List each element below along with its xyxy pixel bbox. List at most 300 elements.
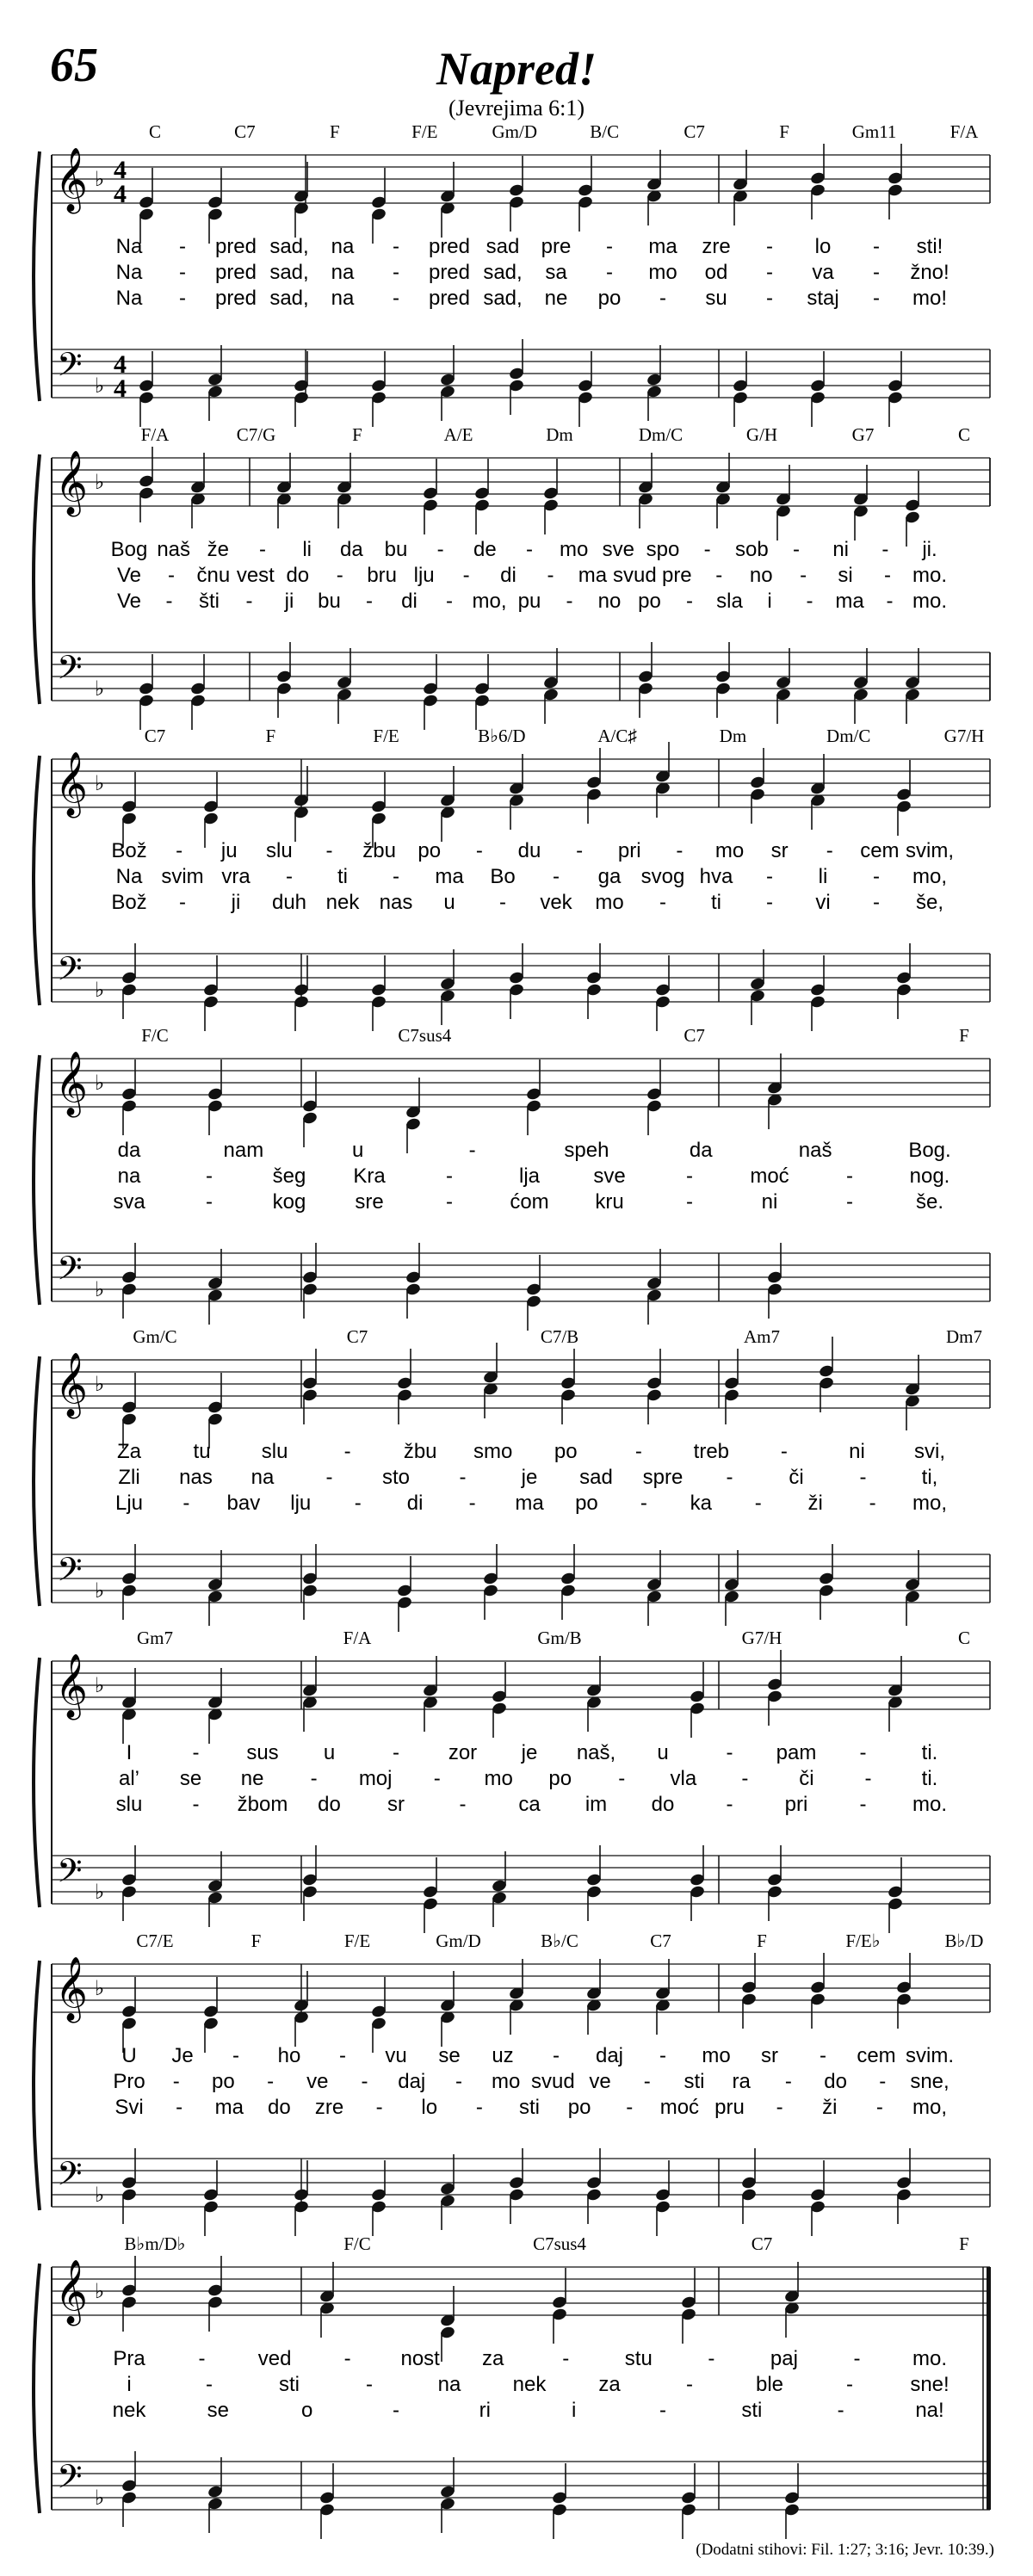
lyric-syllable: - <box>659 891 666 914</box>
lyric-syllable: šti <box>199 590 220 613</box>
lyric-syllable: u <box>443 891 455 914</box>
bass-clef-icon: 𝄢 <box>57 345 83 392</box>
lyric-syllable: mo <box>491 2070 521 2093</box>
lyric-syllable: - <box>837 2399 844 2422</box>
system-brace <box>34 1658 40 1907</box>
scripture-reference: (Jevrejima 6:1) <box>448 96 585 120</box>
lyric-syllable: - <box>547 564 554 587</box>
lyric-syllable: Na <box>115 865 143 888</box>
chord-symbol: Gm7 <box>137 1628 173 1648</box>
lyric-syllable: Bog <box>110 538 148 561</box>
flat-key-icon: ♭ <box>95 2486 105 2510</box>
chord-symbol: C7sus4 <box>398 1025 452 1046</box>
music-system-8 <box>34 2233 991 2539</box>
lyric-syllable: slu <box>115 1793 143 1816</box>
lyric-syllable: - <box>393 2399 399 2422</box>
lyric-syllable: ne <box>240 1767 264 1790</box>
lyric-syllable: - <box>864 1767 872 1790</box>
lyric-syllable: zre <box>314 2096 344 2119</box>
lyric-syllable: pru <box>714 2096 745 2119</box>
lyric-syllable: Pra <box>113 2347 145 2370</box>
treble-staff <box>52 1059 990 1107</box>
lyric-syllable: al’ <box>118 1767 140 1790</box>
lyric-syllable: - <box>766 261 773 284</box>
lyric-syllable: lo <box>421 2096 438 2119</box>
lyric-syllable: Bož <box>111 839 147 862</box>
lyric-syllable: - <box>859 1466 867 1489</box>
lyric-syllable: po <box>597 287 622 310</box>
lyric-syllable: su <box>705 287 727 310</box>
lyric-syllable: ved <box>257 2347 292 2370</box>
lyric-syllable: - <box>562 2347 570 2370</box>
lyric-syllable: - <box>206 1164 213 1188</box>
bass-staff <box>52 2462 990 2510</box>
lyric-syllable: že <box>207 538 230 561</box>
lyric-syllable: nog. <box>909 1164 950 1188</box>
lyric-syllable: ve <box>306 2070 329 2093</box>
chord-symbol: Gm/D <box>436 1930 481 1951</box>
lyric-syllable: nas <box>179 1466 213 1489</box>
chord-symbol: F/C <box>343 2233 371 2254</box>
lyric-syllable: - <box>659 287 666 310</box>
lyric-syllable: mo, <box>472 590 507 613</box>
lyric-syllable: ri <box>479 2399 491 2422</box>
chord-symbol: F/E <box>343 1930 371 1951</box>
lyric-syllable: pred <box>428 261 471 284</box>
lyric-syllable: nost <box>400 2347 440 2370</box>
chord-symbol: F <box>959 1025 969 1046</box>
lyric-syllable: - <box>634 1440 642 1463</box>
lyric-syllable: do <box>824 2070 847 2093</box>
lyric-syllable: od <box>704 261 728 284</box>
lyric-syllable: se <box>438 2044 461 2067</box>
lyric-syllable: di <box>401 590 418 613</box>
lyric-syllable: sus <box>246 1741 279 1764</box>
lyric-syllable: - <box>446 590 453 613</box>
lyric-syllable: sne, <box>910 2070 949 2093</box>
lyric-syllable: pred <box>428 235 471 258</box>
lyric-syllable: či <box>789 1466 804 1489</box>
lyric-syllable: - <box>776 2096 783 2119</box>
lyric-syllable: po <box>554 1440 578 1463</box>
lyric-syllable: vek <box>540 891 572 914</box>
lyric-syllable: na <box>331 287 355 310</box>
lyric-syllable: bu <box>384 538 408 561</box>
lyric-syllable: na <box>331 235 355 258</box>
lyric-syllable: - <box>176 839 183 862</box>
lyric-syllable: - <box>754 1492 762 1515</box>
flat-key-icon: ♭ <box>95 1372 105 1396</box>
lyric-syllable: svud <box>613 564 657 587</box>
lyric-syllable: ho <box>277 2044 301 2067</box>
lyric-syllable: duh <box>271 891 307 914</box>
lyric-syllable: mo <box>595 891 624 914</box>
lyric-syllable: ti. <box>921 1767 938 1790</box>
lyric-syllable: za <box>482 2347 504 2370</box>
lyric-syllable: nek <box>512 2373 547 2396</box>
lyric-syllable: - <box>475 2096 483 2119</box>
lyric-syllable: - <box>726 1741 733 1764</box>
lyric-syllable: - <box>826 839 833 862</box>
lyric-syllable: sti <box>741 2399 763 2422</box>
lyric-syllable: - <box>267 2070 275 2093</box>
lyric-syllable: - <box>325 839 333 862</box>
chord-symbol: Gm/B <box>537 1628 582 1648</box>
lyric-syllable: po <box>567 2096 591 2119</box>
lyric-syllable: ni <box>832 538 850 561</box>
lyric-syllable: - <box>232 2044 239 2067</box>
system-brace <box>34 454 40 704</box>
lyric-syllable: ma <box>835 590 864 613</box>
chord-symbol: G7 <box>851 424 875 445</box>
lyric-syllable: - <box>686 1190 693 1214</box>
lyric-syllable: - <box>618 1767 626 1790</box>
flat-key-icon: ♭ <box>95 978 105 1002</box>
chord-symbol: A/C♯ <box>597 726 637 746</box>
time-signature-top: 4 <box>114 156 127 184</box>
lyric-syllable: - <box>806 590 813 613</box>
lyric-syllable: sto <box>381 1466 411 1489</box>
lyric-syllable: čnu <box>196 564 231 587</box>
lyric-syllable: ti. <box>921 1741 938 1764</box>
lyric-syllable: - <box>393 261 399 284</box>
lyric-syllable: sad, <box>483 261 523 284</box>
lyric-syllable: speh <box>564 1139 609 1162</box>
flat-key-icon: ♭ <box>95 1976 105 2000</box>
lyric-syllable: pred <box>214 287 257 310</box>
treble-staff <box>52 155 990 203</box>
lyric-syllable: u <box>352 1139 364 1162</box>
lyric-syllable: sti <box>684 2070 705 2093</box>
lyric-syllable: po <box>575 1492 598 1515</box>
lyric-syllable: ni <box>761 1190 778 1214</box>
lyric-syllable: da <box>339 538 363 561</box>
lyric-syllable: da <box>689 1139 713 1162</box>
lyric-syllable: - <box>784 2070 792 2093</box>
lyric-syllable: ti <box>337 865 348 888</box>
treble-clef-icon: 𝄞 <box>55 1654 88 1718</box>
lyric-syllable: - <box>336 564 343 587</box>
lyric-syllable: na! <box>915 2399 944 2422</box>
lyric-syllable: vi <box>815 891 831 914</box>
lyric-syllable: smo <box>473 1440 513 1463</box>
lyric-syllable: - <box>393 1741 399 1764</box>
lyric-syllable: va <box>812 261 834 284</box>
lyric-syllable: spo <box>646 538 680 561</box>
hymn-title: Napred! <box>436 43 597 95</box>
lyric-syllable: - <box>873 865 880 888</box>
flat-key-icon: ♭ <box>95 676 105 701</box>
lyric-syllable: še, <box>915 891 944 914</box>
chord-symbol: G7/H <box>741 1628 782 1648</box>
lyric-syllable: sva <box>113 1190 145 1214</box>
lyric-syllable: po <box>418 839 442 862</box>
system-brace <box>34 1356 40 1606</box>
lyric-syllable: du <box>517 839 541 862</box>
lyric-syllable: nek <box>112 2399 146 2422</box>
lyric-syllable: - <box>179 261 186 284</box>
music-system-3 <box>34 726 990 1031</box>
lyric-syllable: žbu <box>403 1440 437 1463</box>
lyric-syllable: li <box>818 865 828 888</box>
treble-staff <box>52 2267 990 2315</box>
lyric-syllable: - <box>176 2096 183 2119</box>
lyric-syllable: i <box>127 2373 132 2396</box>
chord-symbol: Dm/C <box>826 726 871 746</box>
lyric-syllable: na <box>117 1164 141 1188</box>
lyric-syllable: Lju <box>114 1492 144 1515</box>
music-system-7 <box>34 1930 990 2236</box>
lyric-syllable: - <box>659 2399 666 2422</box>
lyric-syllable: Zli <box>118 1466 140 1489</box>
lyric-syllable: pri <box>617 839 641 862</box>
chord-symbol: B♭6/D <box>478 726 526 746</box>
lyric-syllable: žbom <box>237 1793 288 1816</box>
lyric-syllable: mo <box>484 1767 513 1790</box>
lyric-syllable: vest <box>236 564 275 587</box>
lyric-syllable: I <box>126 1741 133 1764</box>
lyric-syllable: lja <box>518 1164 541 1188</box>
lyric-syllable: Svi <box>114 2096 144 2119</box>
lyric-syllable: - <box>499 891 506 914</box>
music-system-4 <box>34 1025 990 1331</box>
time-signature-bottom: 4 <box>114 180 127 208</box>
lyric-syllable: cem <box>857 2044 896 2067</box>
lyric-syllable: - <box>708 2347 715 2370</box>
lyric-syllable: daj <box>398 2070 426 2093</box>
system-brace <box>34 2264 40 2513</box>
chord-symbol: C7/B <box>540 1326 579 1347</box>
lyric-syllable: do <box>651 1793 675 1816</box>
lyric-syllable: - <box>553 2044 560 2067</box>
chord-symbol: Gm/C <box>133 1326 177 1347</box>
chord-symbol: Gm11 <box>851 121 897 142</box>
lyric-syllable: za <box>598 2373 621 2396</box>
lyric-syllable: U <box>121 2044 137 2067</box>
lyric-syllable: - <box>361 2070 368 2093</box>
lyric-syllable: - <box>179 891 186 914</box>
lyric-syllable: mo! <box>912 287 948 310</box>
lyric-syllable: do <box>286 564 310 587</box>
lyric-syllable: treb <box>693 1440 730 1463</box>
lyric-syllable: moj <box>358 1767 393 1790</box>
lyric-syllable: mo, <box>912 1492 948 1515</box>
lyric-syllable: mo. <box>912 1793 948 1816</box>
chord-symbol: C7 <box>234 121 256 142</box>
lyric-syllable: ji <box>231 891 241 914</box>
lyric-syllable: - <box>526 538 533 561</box>
lyric-syllable: sob <box>734 538 769 561</box>
lyric-syllable: - <box>726 1793 733 1816</box>
lyric-syllable: - <box>366 2373 373 2396</box>
lyric-syllable: sve <box>602 538 635 561</box>
chord-symbol: B♭/D <box>944 1930 984 1951</box>
lyric-syllable: pri <box>784 1793 808 1816</box>
bass-staff <box>52 1554 990 1603</box>
lyric-syllable: - <box>884 564 892 587</box>
system-brace <box>34 1961 40 2210</box>
lyric-syllable: Pro <box>113 2070 145 2093</box>
lyric-syllable: staj <box>807 287 839 310</box>
lyric-syllable: sad <box>486 235 520 258</box>
treble-clef-icon: 𝄞 <box>55 752 88 816</box>
lyric-syllable: se <box>179 1767 202 1790</box>
chord-symbol: F <box>251 1930 262 1951</box>
music-system-5 <box>34 1326 990 1632</box>
chord-symbol: C7 <box>684 1025 705 1046</box>
lyric-syllable: ra <box>732 2070 751 2093</box>
chord-symbol: F/A <box>140 424 170 445</box>
lyric-syllable: moć <box>750 1164 789 1188</box>
lyric-syllable: lju <box>290 1492 312 1515</box>
lyric-syllable: moć <box>659 2096 700 2119</box>
lyric-syllable: či <box>799 1767 814 1790</box>
lyric-syllable: sa <box>545 261 567 284</box>
lyric-syllable: sre <box>355 1190 384 1214</box>
lyric-syllable: ne <box>544 287 568 310</box>
lyric-syllable: - <box>553 865 560 888</box>
lyric-syllable: - <box>198 2347 206 2370</box>
lyric-syllable: - <box>715 564 723 587</box>
lyric-syllable: im <box>585 1793 608 1816</box>
lyric-syllable: - <box>446 1190 453 1214</box>
lyric-syllable: bav <box>226 1492 261 1515</box>
chord-symbol: C7/G <box>236 424 276 445</box>
lyric-syllable: bu <box>318 590 341 613</box>
chord-symbol: Dm7 <box>946 1326 982 1347</box>
lyric-syllable: - <box>576 839 584 862</box>
lyric-syllable: ži <box>822 2096 838 2119</box>
final-bar-thick <box>987 2267 991 2510</box>
lyric-syllable: ga <box>597 865 622 888</box>
lyric-syllable: do <box>268 2096 291 2119</box>
chord-symbol: Dm/C <box>638 424 684 445</box>
lyric-syllable: sad, <box>269 287 309 310</box>
lyric-syllable: sr <box>387 1793 405 1816</box>
chord-symbol: F <box>330 121 340 142</box>
lyric-syllable: - <box>846 1190 853 1214</box>
bass-staff <box>52 1856 990 1904</box>
lyric-syllable: u <box>323 1741 336 1764</box>
lyric-syllable: pre <box>661 564 692 587</box>
lyric-syllable: mo, <box>912 2096 948 2119</box>
flat-key-icon: ♭ <box>95 1673 105 1697</box>
lyric-syllable: se <box>207 2399 230 2422</box>
lyric-syllable: ćom <box>510 1190 549 1214</box>
lyric-syllable: - <box>766 287 773 310</box>
chord-symbol: Gm/D <box>492 121 538 142</box>
lyric-syllable: paj <box>770 2347 798 2370</box>
lyric-syllable: Na <box>115 287 143 310</box>
lyric-syllable: hva <box>699 865 733 888</box>
bass-clef-icon: 𝄢 <box>57 2457 83 2504</box>
lyric-syllable: ve <box>589 2070 611 2093</box>
flat-key-icon: ♭ <box>95 1578 105 1603</box>
lyric-syllable: Bož <box>111 891 147 914</box>
lyric-syllable: sad, <box>483 287 523 310</box>
lyric-syllable: - <box>192 1793 200 1816</box>
lyric-syllable: - <box>879 2070 887 2093</box>
lyric-syllable: Bog. <box>908 1139 951 1162</box>
chord-symbol: Am7 <box>744 1326 780 1347</box>
lyric-syllable: nek <box>325 891 360 914</box>
bass-clef-icon: 𝄢 <box>57 949 83 996</box>
flat-key-icon: ♭ <box>95 1071 105 1095</box>
flat-key-icon: ♭ <box>95 1880 105 1904</box>
chord-symbol: F <box>757 1930 767 1951</box>
lyric-syllable: pu <box>517 590 541 613</box>
lyric-syllable: naš <box>798 1139 832 1162</box>
lyric-syllable: Bo <box>490 865 516 888</box>
lyric-syllable: kog <box>272 1190 306 1214</box>
lyric-syllable: li <box>302 538 312 561</box>
lyric-syllable: - <box>766 865 773 888</box>
lyric-syllable: no <box>749 564 773 587</box>
system-brace <box>34 1055 40 1305</box>
bass-clef-icon: 𝄢 <box>57 1550 83 1597</box>
lyric-syllable: bru <box>367 564 398 587</box>
lyric-syllable: - <box>245 590 253 613</box>
lyric-syllable: svud <box>531 2070 575 2093</box>
lyric-syllable: spre <box>642 1466 684 1489</box>
lyric-syllable: - <box>310 1767 318 1790</box>
time-signature-bottom: 4 <box>114 374 127 403</box>
flat-key-icon: ♭ <box>95 2183 105 2207</box>
lyric-syllable: Kra <box>353 1164 386 1188</box>
lyric-syllable: pam <box>776 1741 817 1764</box>
lyric-syllable: nam <box>223 1139 264 1162</box>
lyric-syllable: slu <box>266 839 293 862</box>
lyric-syllable: mo <box>648 261 677 284</box>
lyric-syllable: - <box>766 235 773 258</box>
lyric-syllable: - <box>259 538 266 561</box>
treble-clef-icon: 𝄞 <box>55 2260 88 2324</box>
chord-symbol: F <box>779 121 789 142</box>
lyric-syllable: kru <box>595 1190 624 1214</box>
chord-symbol: F <box>352 424 362 445</box>
lyric-syllable: Na <box>115 261 143 284</box>
chord-symbol: C <box>957 1628 971 1648</box>
lyric-syllable: - <box>182 1492 190 1515</box>
chord-symbol: B/C <box>590 121 620 142</box>
lyric-syllable: Na <box>115 235 143 258</box>
lyric-syllable: mo, <box>912 865 948 888</box>
chord-symbol: F/C <box>141 1025 169 1046</box>
lyric-syllable: - <box>606 261 613 284</box>
lyric-syllable: naš <box>157 538 191 561</box>
lyric-syllable: vu <box>385 2044 407 2067</box>
system-brace <box>34 756 40 1005</box>
lyric-syllable: - <box>875 2096 883 2119</box>
lyric-syllable: šeg <box>272 1164 306 1188</box>
lyric-syllable: o <box>300 2399 313 2422</box>
flat-key-icon: ♭ <box>95 1277 105 1301</box>
lyric-syllable: - <box>165 590 173 613</box>
lyric-syllable: - <box>354 1492 362 1515</box>
lyric-syllable: Ve <box>116 590 142 613</box>
lyric-syllable: ma <box>648 235 677 258</box>
chord-symbol: C <box>957 424 971 445</box>
chord-symbol: C <box>148 121 162 142</box>
lyric-syllable: cem <box>860 839 900 862</box>
lyric-syllable: - <box>626 2096 634 2119</box>
lyric-syllable: žbu <box>362 839 396 862</box>
flat-key-icon: ♭ <box>95 470 105 494</box>
treble-staff <box>52 1360 990 1408</box>
lyric-syllable: no <box>597 590 622 613</box>
lyric-syllable: - <box>179 235 186 258</box>
lyric-syllable: - <box>853 2347 861 2370</box>
